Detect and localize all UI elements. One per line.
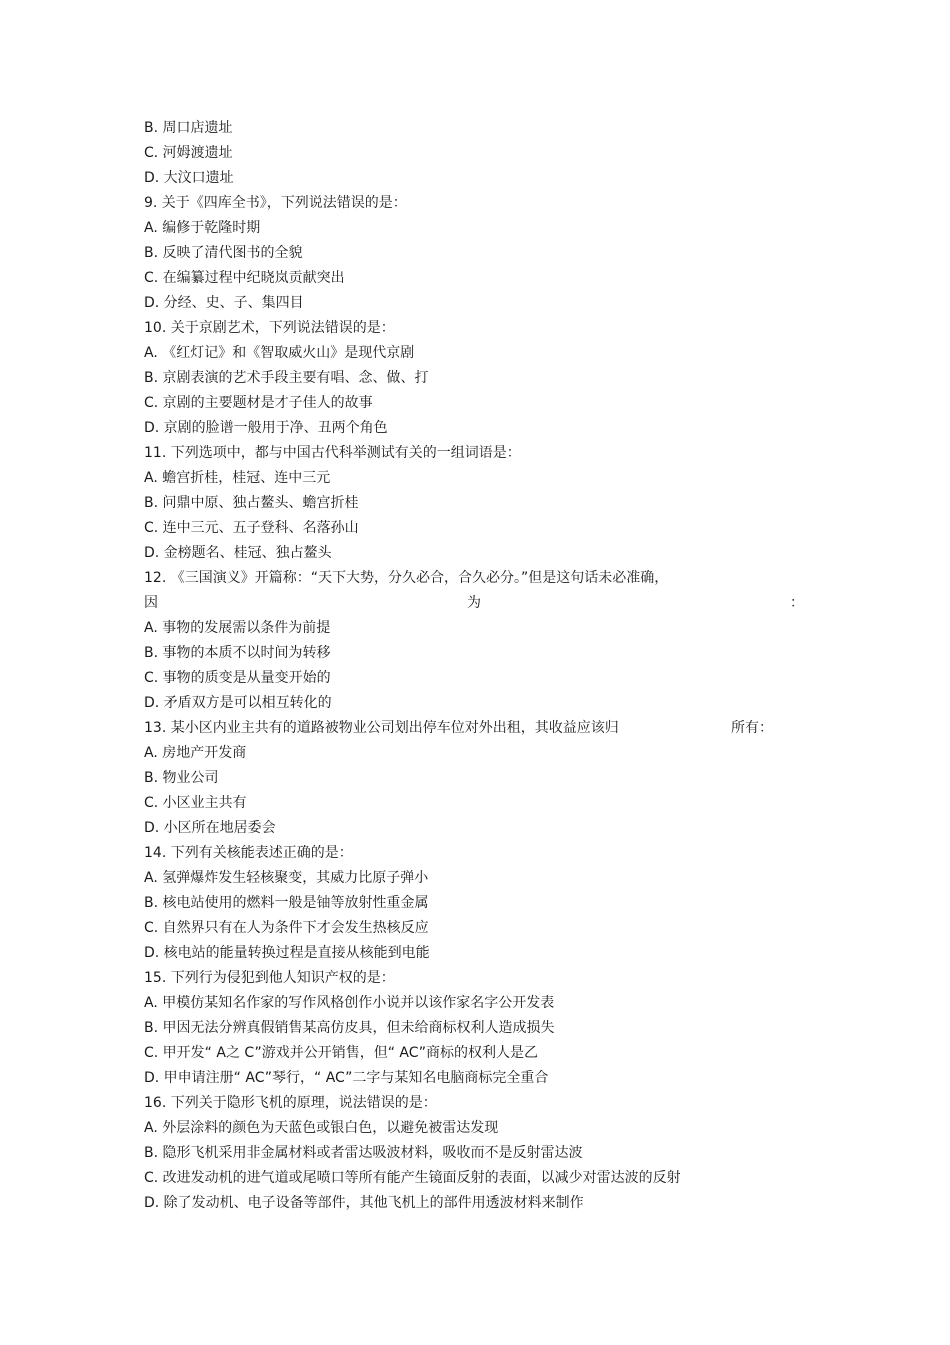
text-line: D. 小区所在地居委会 (144, 820, 276, 836)
text-line: B. 周口店遗址 (144, 120, 233, 136)
text-line: A. 编修于乾隆时期 (144, 220, 261, 236)
text-line: D. 核电站的能量转换过程是直接从核能到电能 (144, 945, 430, 961)
question-10: 10. 关于京剧艺术，下列说法错误的是： (144, 320, 395, 336)
question-12-continuation (144, 591, 804, 616)
question-13-head: 13. 某小区内业主共有的道路被物业公司划出停车位对外出租，其收益应该归 (144, 720, 619, 736)
text-line: D. 大汶口遗址 (144, 170, 234, 186)
text-line: A. 蟾宫折桂，桂冠、连中三元 (144, 470, 331, 486)
text-line: A. 《红灯记》和《智取威火山》是现代京剧 (144, 345, 415, 361)
text-line: C. 改进发动机的进气道或尾喷口等所有能产生镜面反射的表面，以减少对雷达波的反射 (144, 1170, 681, 1186)
question-11: 11. 下列选项中，都与中国古代科举测试有关的一组词语是： (144, 445, 521, 461)
text-line: D. 除了发动机、电子设备等部件，其他飞机上的部件用透波材料来制作 (144, 1195, 584, 1211)
question-12: 12. 《三国演义》开篇称：“天下大势，分久必合，合久必分。”但是这句话未必准确， (144, 570, 669, 586)
text-line: C. 京剧的主要题材是才子佳人的故事 (144, 395, 373, 411)
block-2 (144, 616, 804, 716)
block-1 (144, 116, 804, 591)
text-line: D. 京剧的脸谱一般用于净、丑两个角色 (144, 420, 388, 436)
text-line: B. 甲因无法分辨真假销售某高仿皮具，但未给商标权利人造成损失 (144, 1020, 555, 1036)
question-9: 9. 关于《四库全书》，下列说法错误的是： (144, 195, 407, 211)
question-16: 16. 下列关于隐形飞机的原理，说法错误的是： (144, 1095, 437, 1111)
spread-char: 因 (144, 595, 158, 611)
question-13 (144, 716, 804, 741)
text-line: D. 分经、史、子、集四目 (144, 295, 304, 311)
block-3 (144, 741, 804, 1216)
question-15: 15. 下列行为侵犯到他人知识产权的是： (144, 970, 395, 986)
text-line: A. 事物的发展需以条件为前提 (144, 620, 331, 636)
text-line: D. 甲申请注册“ AC”琴行，“ AC”二字与某知名电脑商标完全重合 (144, 1070, 549, 1086)
text-line: C. 小区业主共有 (144, 795, 247, 811)
spread-char: ： (790, 595, 804, 611)
exam-document (144, 116, 804, 1216)
text-line: D. 金榜题名、桂冠、独占鳌头 (144, 545, 332, 561)
text-line: C. 事物的质变是从量变开始的 (144, 670, 331, 686)
text-line: A. 甲模仿某知名作家的写作风格创作小说并以该作家名字公开发表 (144, 995, 555, 1011)
text-line: B. 反映了清代图书的全貌 (144, 245, 303, 261)
text-line: D. 矛盾双方是可以相互转化的 (144, 695, 332, 711)
text-line: C. 自然界只有在人为条件下才会发生热核反应 (144, 920, 429, 936)
question-13-tail: 所有： (731, 720, 773, 736)
text-line: A. 氢弹爆炸发生轻核聚变，其威力比原子弹小 (144, 870, 429, 886)
text-line: C. 在编纂过程中纪晓岚贡献突出 (144, 270, 345, 286)
spread-char: 为 (467, 595, 481, 611)
text-line: B. 隐形飞机采用非金属材料或者雷达吸波材料，吸收而不是反射雷达波 (144, 1145, 583, 1161)
text-line: B. 问鼎中原、独占鳌头、蟾宫折桂 (144, 495, 359, 511)
question-14: 14. 下列有关核能表述正确的是： (144, 845, 353, 861)
text-line: C. 甲开发“ A之 C”游戏并公开销售，但“ AC”商标的权利人是乙 (144, 1045, 539, 1061)
text-line: B. 物业公司 (144, 770, 219, 786)
text-line: B. 京剧表演的艺术手段主要有唱、念、做、打 (144, 370, 429, 386)
text-line: A. 房地产开发商 (144, 745, 247, 761)
text-line: A. 外层涂料的颜色为天蓝色或银白色，以避免被雷达发现 (144, 1120, 499, 1136)
text-line: C. 河姆渡遗址 (144, 145, 233, 161)
text-line: B. 事物的本质不以时间为转移 (144, 645, 331, 661)
text-line: B. 核电站使用的燃料一般是铀等放射性重金属 (144, 895, 429, 911)
text-line: C. 连中三元、五子登科、名落孙山 (144, 520, 359, 536)
